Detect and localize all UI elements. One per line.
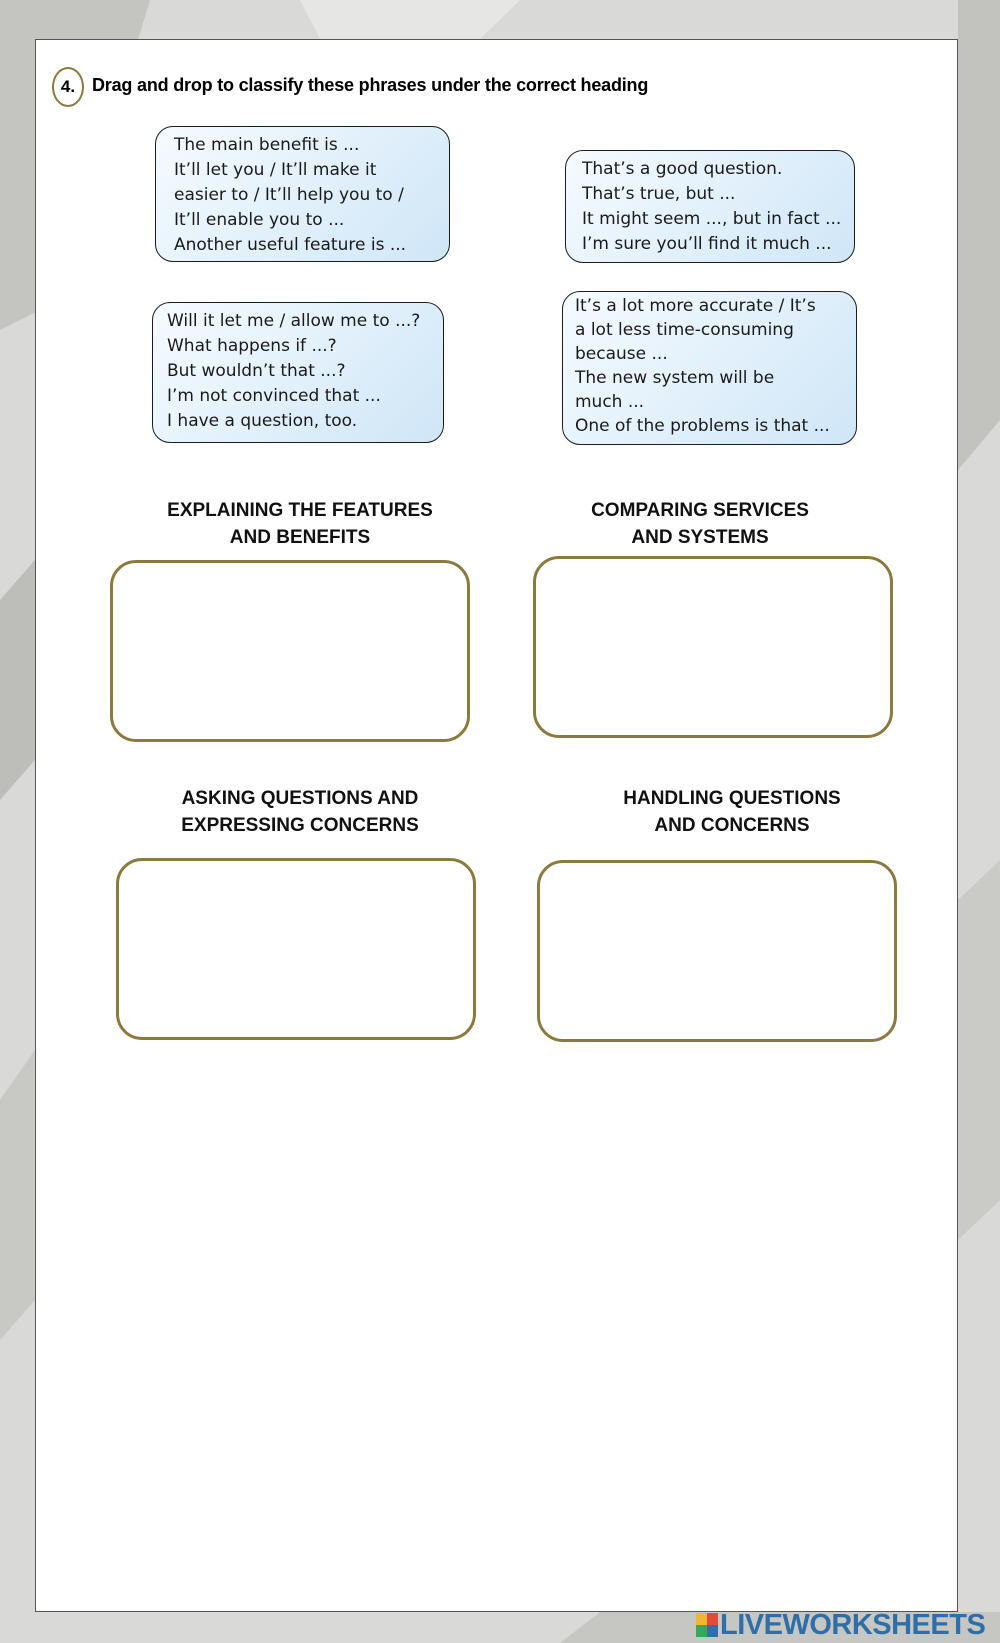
phrase-line: Another useful feature is ... — [174, 235, 407, 255]
drop-zone-features[interactable] — [110, 560, 470, 742]
phrase-card-handling[interactable] — [565, 150, 855, 263]
category-heading-features — [150, 497, 450, 551]
phrase-line: What happens if ...? — [167, 336, 337, 356]
phrase-card-features[interactable] — [155, 126, 450, 262]
drop-zone-handling[interactable] — [537, 860, 897, 1042]
phrase-line: It’ll enable you to ... — [174, 210, 345, 230]
phrase-line: The new system will be — [575, 368, 775, 388]
drop-zone-comparing[interactable] — [533, 556, 893, 738]
task-instruction: Drag and drop to classify these phrases under the correct heading — [92, 75, 649, 95]
heading-line: EXPLAINING THE FEATURES — [167, 500, 433, 521]
heading-line: HANDLING QUESTIONS — [623, 788, 841, 809]
phrase-card-questions[interactable] — [152, 302, 444, 443]
phrase-line: easier to / It’ll help you to / — [174, 185, 404, 205]
heading-line: ASKING QUESTIONS AND — [181, 788, 419, 809]
phrase-line: The main benefit is ... — [174, 135, 360, 155]
phrase-line: It’s a lot more accurate / It’s — [575, 296, 816, 316]
heading-line: AND BENEFITS — [229, 527, 371, 548]
phrase-line: I’m sure you’ll find it much ... — [582, 234, 832, 254]
phrase-line: I have a question, too. — [167, 411, 358, 431]
phrase-line: Will it let me / allow me to ...? — [167, 311, 421, 331]
heading-line: AND CONCERNS — [654, 815, 810, 836]
category-heading-asking — [150, 785, 450, 839]
heading-line: AND SYSTEMS — [631, 527, 769, 548]
brand-name: LIVEWORKSHEETS — [720, 1608, 986, 1641]
phrase-line: But wouldn’t that ...? — [167, 361, 346, 381]
phrase-line: because ... — [575, 344, 668, 364]
task-number-badge: 4. — [52, 67, 84, 107]
phrase-line: That’s true, but ... — [582, 184, 736, 204]
category-heading-handling — [582, 785, 882, 839]
liveworksheets-brand[interactable] — [696, 1610, 985, 1640]
heading-line: EXPRESSING CONCERNS — [181, 815, 419, 836]
drop-zone-asking[interactable] — [116, 858, 476, 1040]
phrase-line: much ... — [575, 392, 645, 412]
phrase-line: It might seem ..., but in fact ... — [582, 209, 842, 229]
category-heading-comparing — [550, 497, 850, 551]
phrase-line: That’s a good question. — [582, 159, 783, 179]
liveworksheets-logo-icon — [696, 1613, 718, 1637]
phrase-line: I’m not convinced that ... — [167, 386, 381, 406]
phrase-card-comparing[interactable] — [562, 291, 857, 445]
phrase-line: One of the problems is that ... — [575, 416, 830, 436]
phrase-line: It’ll let you / It’ll make it — [174, 160, 377, 180]
phrase-line: a lot less time-consuming — [575, 320, 794, 340]
heading-line: COMPARING SERVICES — [591, 500, 809, 521]
